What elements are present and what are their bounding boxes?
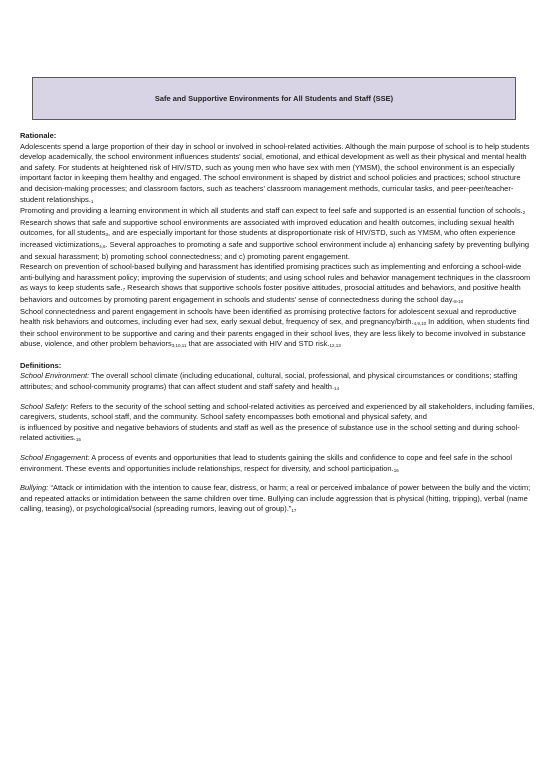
definition-school-safety: School Safety: Refers to the security of the school setting and school-related activities as perceived and experienced by all stakeholders, including families, caregivers, students, school staff, and the community. School safety encompasses both emotional and physical safety, and is influenced by positive and negative behaviors of students and staff as well as the presence of substance use in the school setting and during school-related activities.$^{15}$ [20,401,535,443]
definition-term: School Engagement: [20,453,90,463]
definition-school-engagement: School Engagement: A process of events and opportunities that lead to students gaining the skills and confidence to cope and feel safe in the school environment. These events and opportunities include relationships, respect for diversity, and school participation.$^{16}$ [20,453,513,473]
document-body [20,131,535,516]
citation: 2 [522,210,526,216]
rationale-heading: Rationale: [20,131,57,140]
rationale-paragraph-3: Research on prevention of school-based bullying and harassment has identified promising practices such as implementing and enforcing a school-wide anti-bullying and harassment policy; improving the supervision of students; and using school rules and behavior management techniques in the classroom as ways to keep students safe.$^7$ Research shows that supportive schools foster positive attitudes, prosocial attitudes and behaviors, and positive health behaviors and outcomes by promoting parent engagement in schools and students' sense of connectedness during the school day.$^{8-10}$ [20,262,531,304]
rationale-paragraph-1: Adolescents spend a large proportion of their day in school or involved in school-related activities. Although the main purpose of school is to help students develop academically, the school environment influences students' social, emotional, and ethical development as well as their physical and mental health and safety. For students at heightened risk of HIV/STD, such as young men who have sex with men (YMSM), the school environment is an especially important factor in keeping them healthy and engaged. The school environment is shaped by district and school policies and practices; school structure and decision-making processes; and classroom factors, such as teachers' classroom management methods, curricular tasks, and peer-peer/teacher-student relationships.$^1$ [20,141,530,204]
definition-school-environment: School Environment: The overall school climate (including educational, cultural, social, professional, and physical circumstances or conditions; staffing attributes; and school-community programs) that can affect student and staff safety and health.$^{14}$ [20,371,518,392]
definition-bullying: Bullying: “Attack or intimidation with the intention to cause fear, distress, or harm; a real or perceived imbalance of power between the bully and the victim; and repeated attacks or intimidation between the same children over time. Bullying can include aggression that is physical (hitting, tripping), verbal (name calling, teasing), or psychological/social (spreading rumors, leaving out of group).”$^{17}$ [20,483,531,514]
citation: 15 [75,437,81,443]
rationale-paragraph-4: School connectedness and parent engagement in schools have been identified as promising protective factors for adolescent sexual and reproductive health risk behaviors and outcomes, including ever had sex, early sexual debut, frequency of sex, and pregnancy/birth.$^{4,9,10}$ In addition, when students find their school environment to be supportive and caring and their parents engaged in their school lives, they are less likely to become involved in substance abuse, violence, and other problem behaviors$^{3,10,11}$ that are associated with HIV and STD risk.$^{12,13}$ [20,306,530,349]
title-box [32,77,516,120]
definition-term: School Environment: [20,371,90,381]
citation: 16 [393,467,399,473]
definition-term: Bullying: [20,483,49,493]
citation: 1 [90,198,94,204]
rationale-paragraph-2: Promoting and providing a learning environment in which all students and staff can expect to feel safe and supported is an essential function of schools.$^2$ Research shows that safe and supportive school environments are associated with improved education and health outcomes, including sexual health outcomes, for all students$^3$, and are especially important for those students at disproportionate risk of HIV/STD, such as YMSM, who often experience increased victimizations$^{4,6}$. Several approaches to promoting a safe and supportive school environment include a) enhancing safety by preventing bullying and sexual harassment; b) promoting school connectedness; and c) promoting parent engagement. [20,206,530,261]
citation: 17 [291,508,297,514]
citation: 3 [105,232,108,238]
citation: 3,10,11 [171,343,187,349]
citation: 7 [122,287,126,293]
citation: 14 [334,386,340,392]
definition-term: School Safety: [20,401,69,411]
definitions-heading: Definitions: [20,360,62,370]
citation: 8-10 [454,298,464,304]
citation: 12,13 [329,343,341,349]
citation: 4,9,10 [413,321,427,327]
page-title: Safe and Supportive Environments for All Students and Staff (SSE) [154,94,394,103]
citation: 4,6 [99,243,106,249]
